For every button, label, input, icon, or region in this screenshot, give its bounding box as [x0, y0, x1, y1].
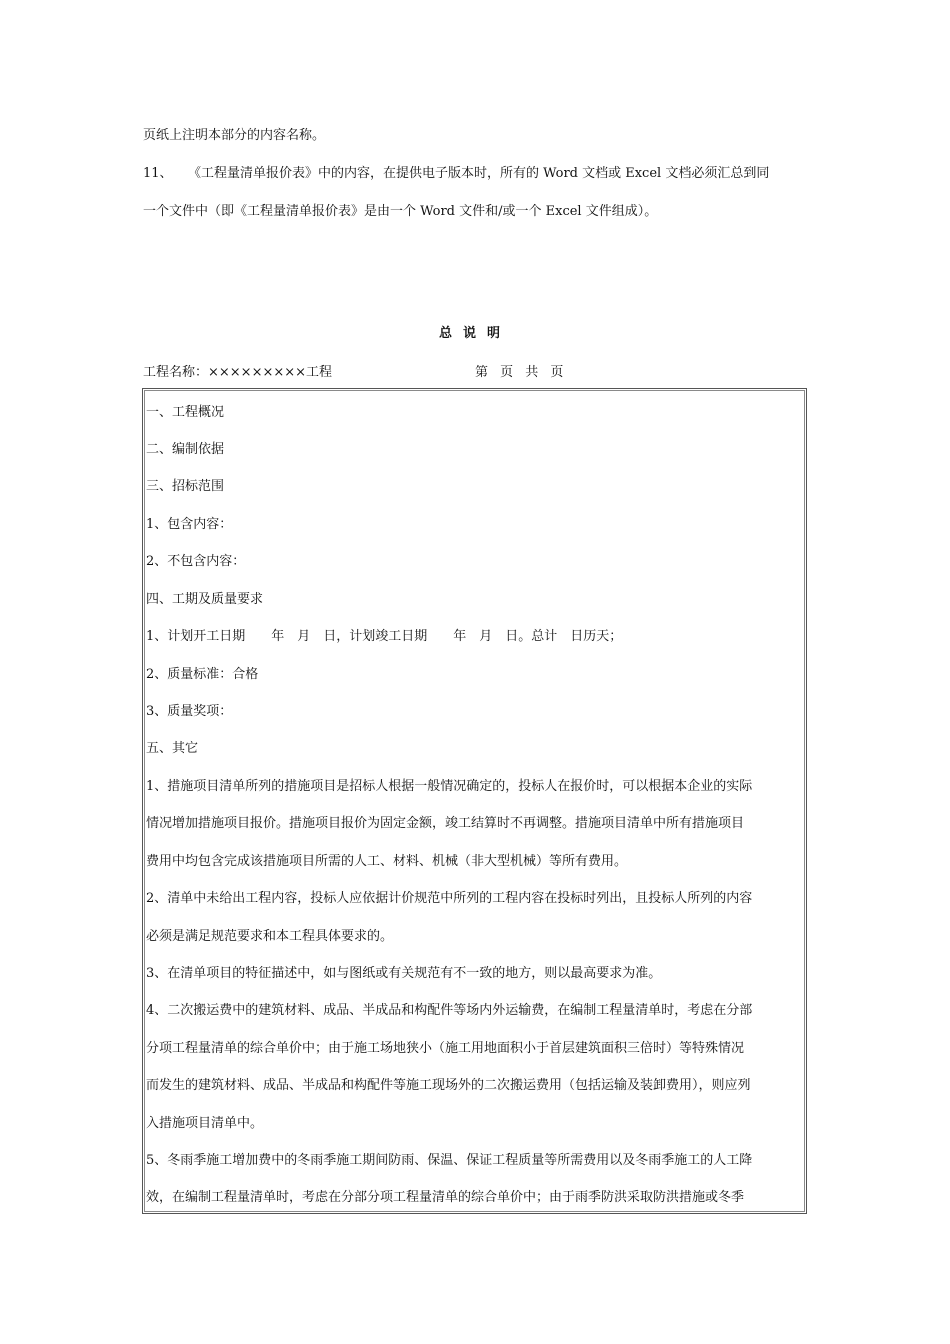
content-line: 5、冬雨季施工增加费中的冬雨季施工期间防雨、保温、保证工程质量等所需费用以及冬雨季施工的人工降 [146, 1153, 753, 1168]
content-line: 必须是满足规范要求和本工程具体要求的。 [146, 929, 394, 944]
item-11 [143, 166, 769, 182]
content-line: 2、清单中未给出工程内容，投标人应依据计价规范中所列的工程内容在投标时列出，且投标人所列的内容 [146, 891, 753, 906]
content-line: 3、质量奖项： [146, 704, 233, 719]
content-line: 1、措施项目清单所列的措施项目是招标人根据一般情况确定的，投标人在报价时，可以根据本企业的实际 [146, 779, 753, 794]
content-line: 三、招标范围 [146, 479, 225, 494]
content-line: 1、包含内容： [146, 517, 233, 532]
general-notes-box [142, 388, 807, 1214]
content-line: 1、计划开工日期 年 月 日，计划竣工日期 年 月 日。总计 日历天； [146, 629, 623, 644]
content-line: 五、其它 [146, 741, 199, 756]
content-line: 一、工程概况 [146, 405, 225, 420]
section-title: 总说明 [438, 326, 511, 341]
content-line: 分项工程量清单的综合单价中；由于施工场地狭小（施工用地面积小于首层建筑面积三倍时）等特殊情况 [146, 1041, 745, 1056]
content-line: 效，在编制工程量清单时，考虑在分部分项工程量清单的综合单价中；由于雨季防洪采取防洪措施或冬季 [146, 1190, 745, 1205]
item-11-number: 11、 [143, 166, 173, 181]
content-line: 四、工期及质量要求 [146, 592, 264, 607]
item-11-continuation: 一个文件中（即《工程量清单报价表》是由一个 Word 文件和/或一个 Excel 文件组成）。 [143, 204, 658, 219]
content-line: 3、在清单项目的特征描述中，如与图纸或有关规范有不一致的地方，则以最高要求为准。 [146, 966, 662, 981]
content-line: 费用中均包含完成该措施项目所需的人工、材料、机械（非大型机械）等所有费用。 [146, 854, 628, 869]
content-line: 入措施项目清单中。 [146, 1116, 264, 1131]
item-11-text: 《工程量清单报价表》中的内容，在提供电子版本时，所有的 Word 文档或 Excel 文档必须汇总到同 [188, 166, 770, 181]
page-info: 第 页 共 页 [475, 365, 564, 380]
intro-line: 页纸上注明本部分的内容名称。 [143, 128, 326, 143]
project-name: 工程名称：×××××××××工程 [143, 365, 333, 380]
content-line: 而发生的建筑材料、成品、半成品和构配件等施工现场外的二次搬运费用（包括运输及装卸费用），则应列 [146, 1078, 751, 1093]
content-line: 2、不包含内容： [146, 554, 246, 569]
content-line: 4、二次搬运费中的建筑材料、成品、半成品和构配件等场内外运输费，在编制工程量清单时，考虑在分部 [146, 1003, 753, 1018]
content-line: 情况增加措施项目报价。措施项目报价为固定金额，竣工结算时不再调整。措施项目清单中所有措施项目 [146, 816, 745, 831]
content-line: 2、质量标准：合格 [146, 667, 259, 682]
content-line: 二、编制依据 [146, 442, 225, 457]
